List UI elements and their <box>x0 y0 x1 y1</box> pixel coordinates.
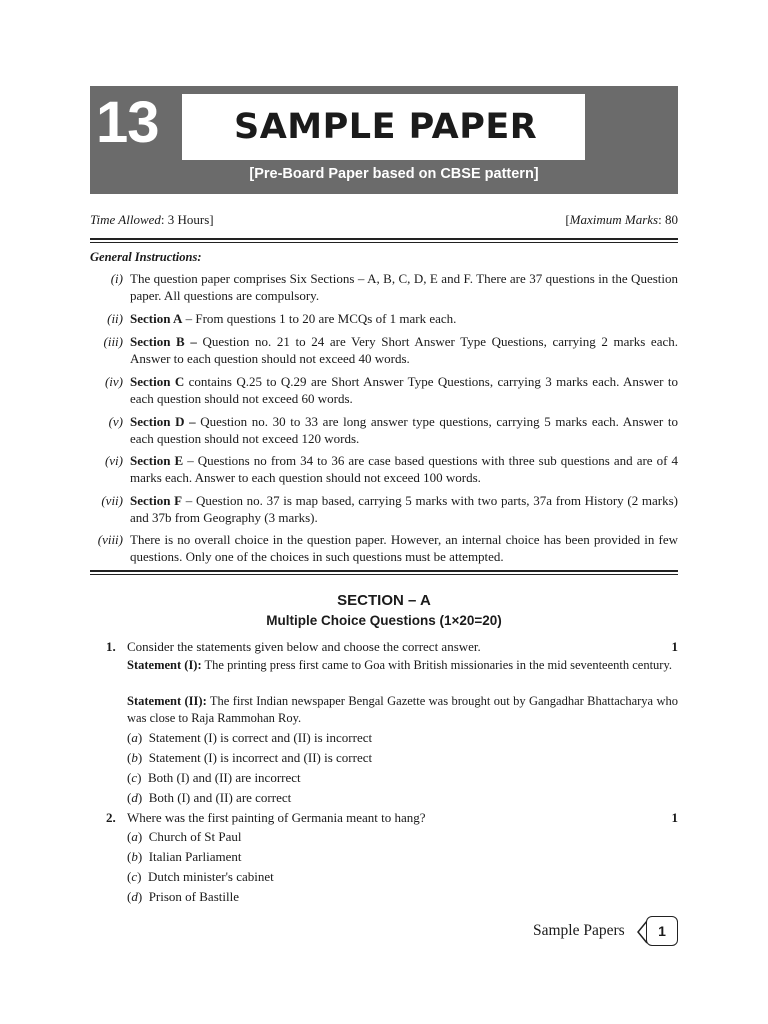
option-label: b <box>131 849 138 864</box>
option-item: (b) Italian Parliament <box>127 849 242 864</box>
instruction-text <box>130 452 678 486</box>
instruction-body: The question paper comprises Six Sections – A, B, C, D, E and F. There are 37 questions in the Question paper. All questions are compulsory. <box>130 271 678 303</box>
option-item: (d) Both (I) and (II) are correct <box>127 790 292 805</box>
statement-label: Statement (II): <box>127 694 207 708</box>
instruction-number: (vii) <box>101 493 123 508</box>
instruction-number: (ii) <box>107 311 123 326</box>
maximum-marks <box>565 212 678 228</box>
instruction-body: Question no. 21 to 24 are Very Short Answer Type Questions, carrying 2 marks each. Answer to each question should not exceed 40 words. <box>130 334 678 366</box>
time-value: : 3 Hours] <box>160 212 214 227</box>
question-text: Consider the statements given below and choose the correct answer. <box>127 639 481 654</box>
statement-text: The first Indian newspaper Bengal Gazette was brought out by Gangadhar Bhattacharya who was close to Raja Rammohan Roy. <box>127 694 678 725</box>
option-text: Dutch minister's cabinet <box>147 869 274 884</box>
question-text: Where was the first painting of Germania meant to hang? <box>127 810 426 825</box>
option-text: Both (I) and (II) are incorrect <box>147 770 301 785</box>
option-text: Italian Parliament <box>148 849 242 864</box>
instruction-bold: Section E <box>130 453 184 468</box>
instruction-number: (iii) <box>103 334 123 349</box>
instruction-text <box>130 531 678 565</box>
instruction-number: (iv) <box>104 374 123 389</box>
time-allowed <box>90 212 214 228</box>
option-item: (c) Dutch minister's cabinet <box>127 869 274 884</box>
marks-prefix: [ <box>565 212 570 227</box>
instruction-text <box>130 270 678 304</box>
paper-number: 13 <box>96 90 159 155</box>
option-item: (c) Both (I) and (II) are incorrect <box>127 770 301 785</box>
instruction-bold: Section B – <box>130 334 197 349</box>
question-number: 1. <box>106 639 116 654</box>
marks-label: Maximum Marks <box>569 212 659 227</box>
instruction-text <box>130 492 678 526</box>
option-text: Statement (I) is correct and (II) is incorrect <box>148 730 373 745</box>
instruction-text <box>130 310 678 327</box>
instruction-body: There is no overall choice in the question paper. However, an internal choice has been provided in few questions. Only one of the choices in such questions must be attempted. <box>130 532 678 564</box>
instruction-text <box>130 373 678 407</box>
paper-subtitle <box>90 166 678 182</box>
option-label: b <box>131 750 138 765</box>
option-label: c <box>131 770 138 785</box>
section-subtitle: Multiple Choice Questions (1×20=20) <box>266 613 502 628</box>
paper-title: SAMPLE PAPER <box>234 107 538 147</box>
instruction-number: (viii) <box>97 532 123 547</box>
option-label: d <box>131 889 138 904</box>
instruction-body: – From questions 1 to 20 are MCQs of 1 mark each. <box>182 311 457 326</box>
instruction-number: (v) <box>108 414 123 429</box>
option-label: a <box>131 730 138 745</box>
option-label: d <box>131 790 138 805</box>
title-box <box>182 94 585 160</box>
divider-rule <box>90 570 678 575</box>
instruction-body: Question no. 30 to 33 are long answer type questions, carrying 5 marks each. Answer to each question should not exceed 120 words. <box>130 414 678 446</box>
option-item: (a) Statement (I) is correct and (II) is incorrect <box>127 730 373 745</box>
instruction-number: (vi) <box>104 453 123 468</box>
option-text: Church of St Paul <box>148 829 242 844</box>
instruction-bold: Section F <box>130 493 183 508</box>
statement-item <box>127 693 678 727</box>
question-marks: 1 <box>671 810 678 825</box>
instruction-body: contains Q.25 to Q.29 are Short Answer Type Questions, carrying 3 marks each. Answer to each question should not exceed 60 words. <box>130 374 678 406</box>
divider-rule <box>90 238 678 243</box>
option-label: a <box>131 829 138 844</box>
paper-header-banner <box>90 86 678 194</box>
instruction-number: (i) <box>110 271 123 286</box>
instruction-bold: Section C <box>130 374 185 389</box>
paper-subtitle-text: [Pre-Board Paper based on CBSE pattern] <box>249 166 539 182</box>
option-label: c <box>131 869 138 884</box>
option-item: (b) Statement (I) is incorrect and (II) is correct <box>127 750 373 765</box>
general-instructions-heading: General Instructions: <box>90 250 202 264</box>
instruction-body: – Questions no from 34 to 36 are case based questions with three sub questions and are of 4 marks each. Answer to each question should not exceed 100 words. <box>130 453 678 485</box>
statement-text: The printing press first came to Goa with British missionaries in the mid seventeenth century. <box>201 658 673 672</box>
footer-label: Sample Papers <box>533 922 625 939</box>
question-number: 2. <box>106 810 116 825</box>
instruction-text <box>130 333 678 367</box>
option-text: Prison of Bastille <box>148 889 239 904</box>
instruction-bold: Section A <box>130 311 183 326</box>
instruction-bold: Section D – <box>130 414 196 429</box>
option-text: Statement (I) is incorrect and (II) is correct <box>148 750 373 765</box>
time-label: Time Allowed <box>90 212 161 227</box>
option-item: (a) Church of St Paul <box>127 829 242 844</box>
page-number: 1 <box>646 916 678 946</box>
statement-item <box>127 657 678 674</box>
question-marks: 1 <box>671 639 678 654</box>
option-text: Both (I) and (II) are correct <box>148 790 292 805</box>
marks-value: : 80 <box>658 212 678 227</box>
instruction-body: – Question no. 37 is map based, carrying 5 marks with two parts, 37a from History (2 marks) and 37b from Geography (3 marks). <box>130 493 678 525</box>
statement-label: Statement (I): <box>127 658 202 672</box>
section-title: SECTION – A <box>337 592 431 609</box>
instruction-text <box>130 413 678 447</box>
option-item: (d) Prison of Bastille <box>127 889 239 904</box>
